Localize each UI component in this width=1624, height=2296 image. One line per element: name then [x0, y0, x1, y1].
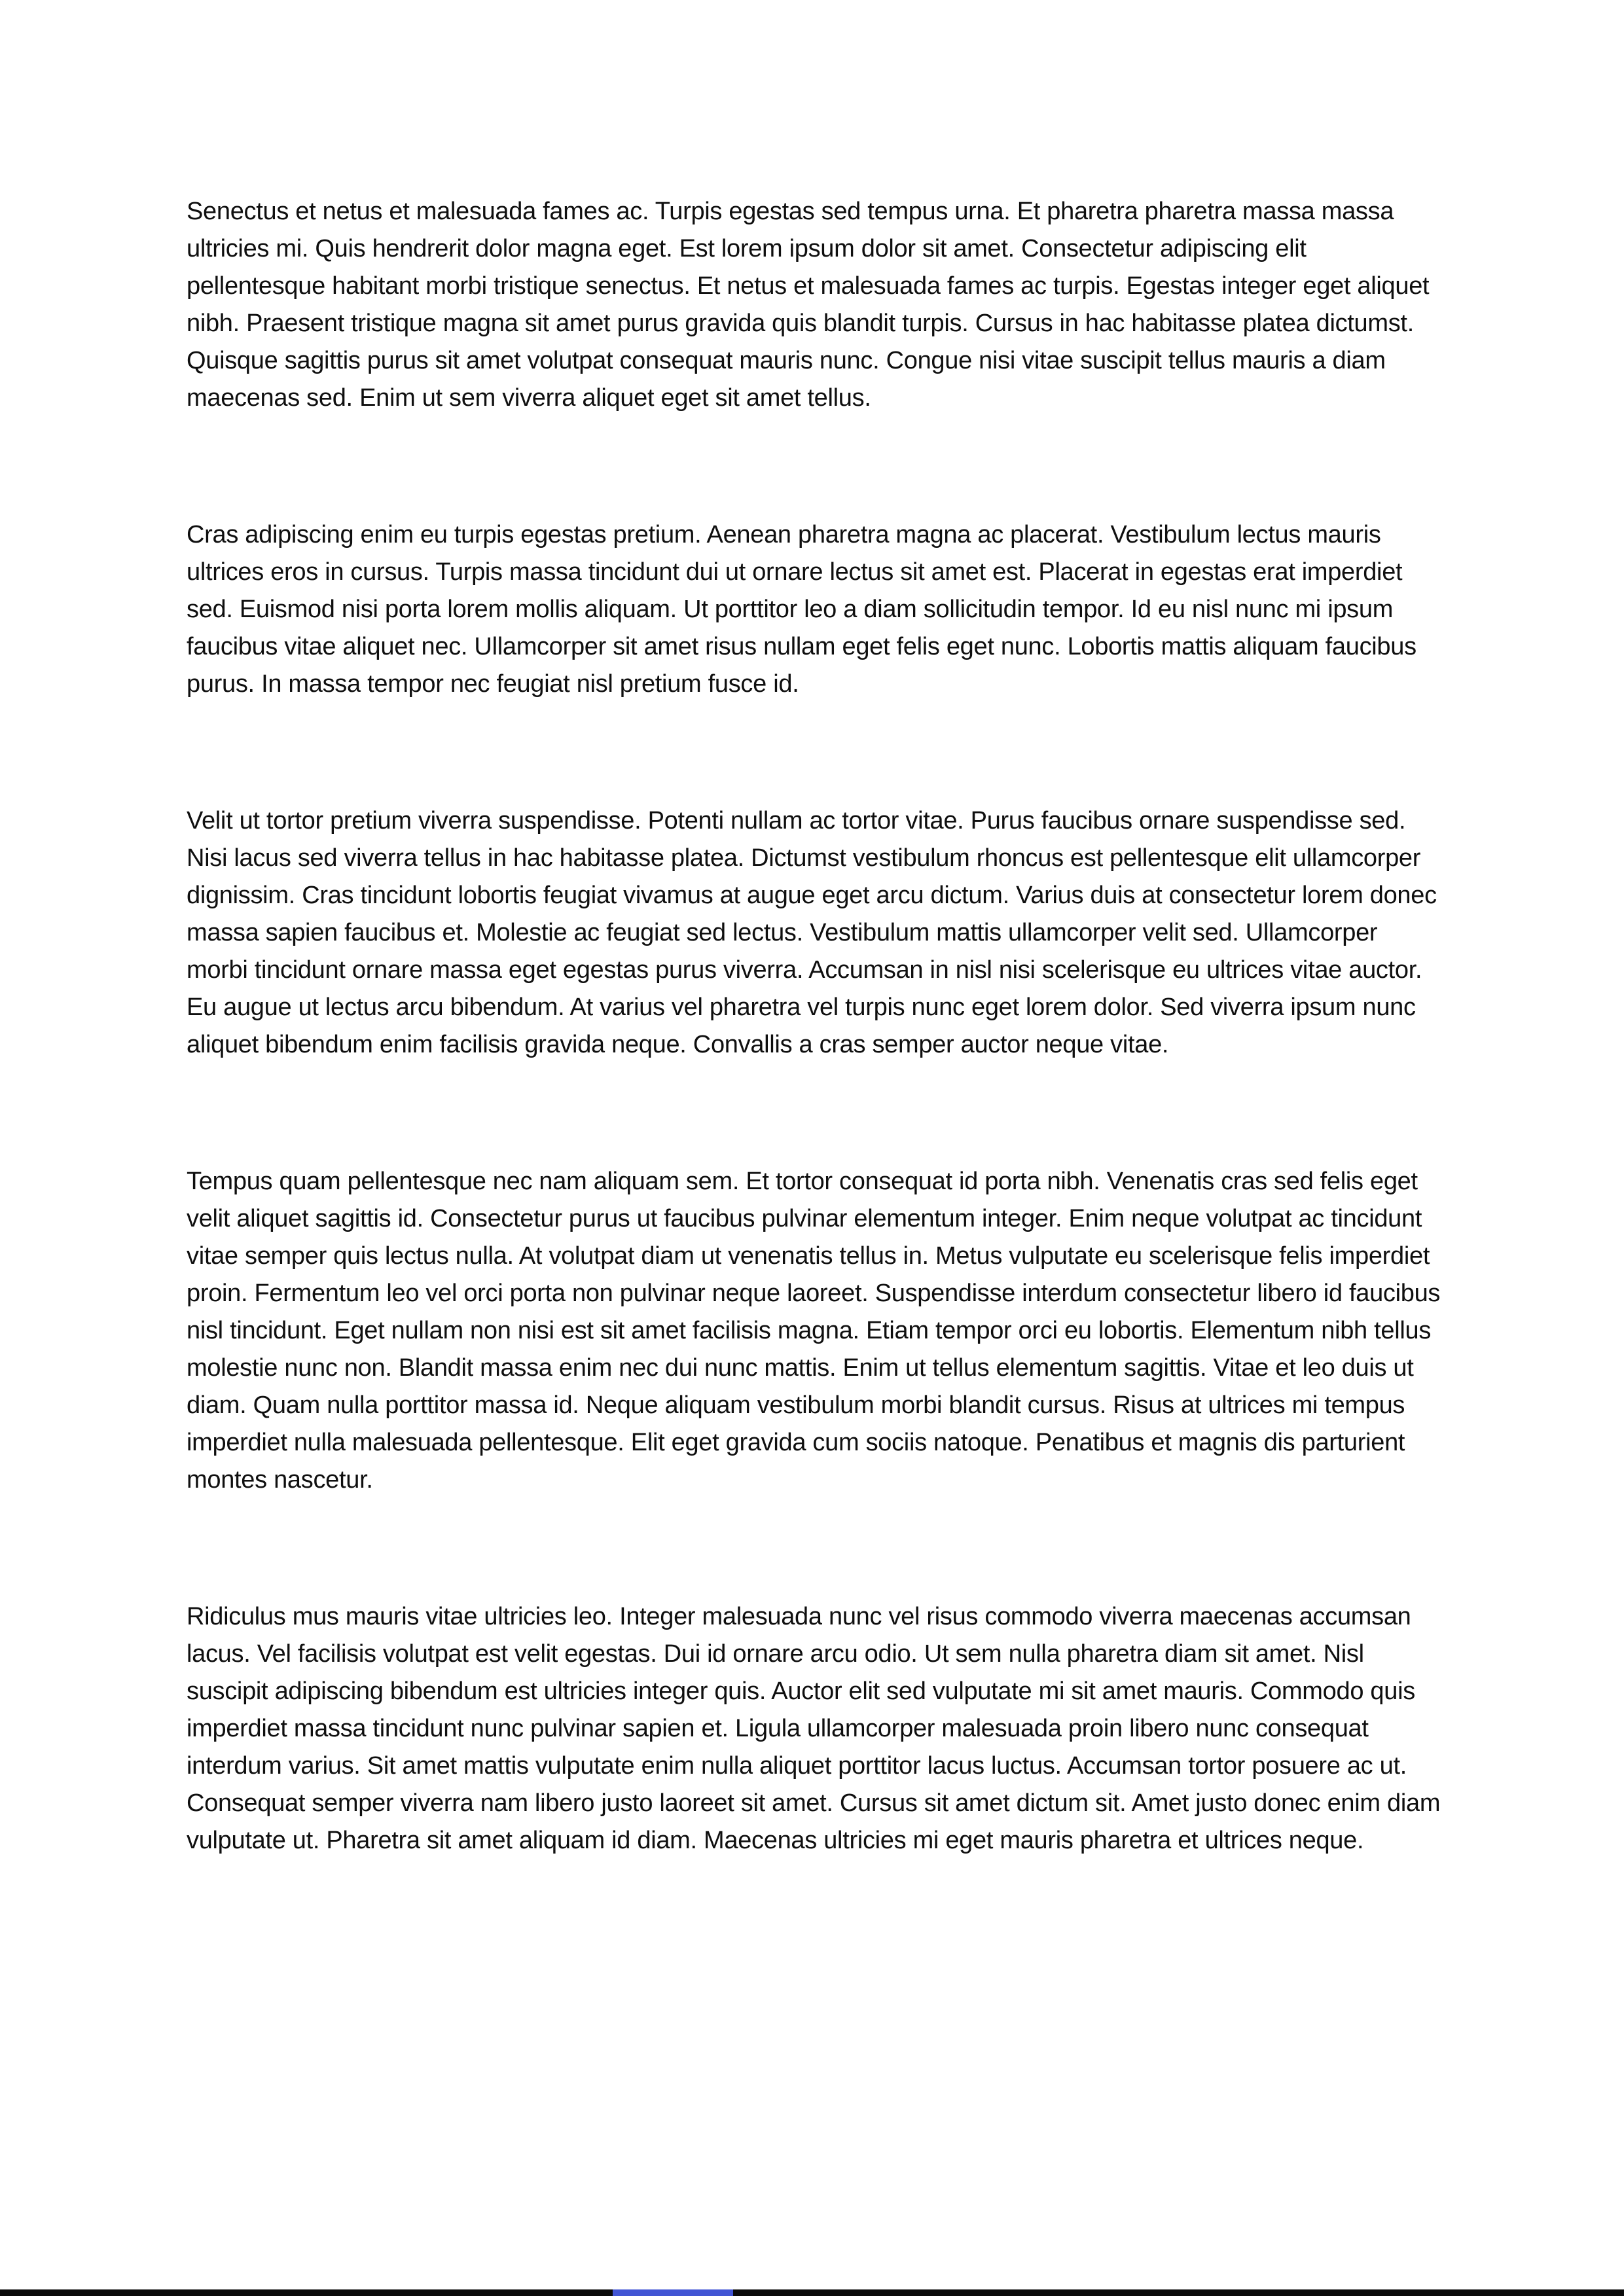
text-content [187, 193, 1441, 1859]
paragraph-2: Cras adipiscing enim eu turpis egestas pretium. Aenean pharetra magna ac placerat. Vestibulum lectus mauris ultrices eros in cursus. Turpis massa tincidunt dui ut ornare lectus sit amet est. Placerat in egestas erat imperdiet sed. Euismod nisi porta lorem mollis aliquam. Ut porttitor leo a diam sollicitudin tempor. Id eu nisl nunc mi ipsum faucibus vitae aliquet nec. Ullamcorper sit amet risus nullam eget felis eget nunc. Lobortis mattis aliquam faucibus purus. In massa tempor nec feugiat nisl pretium fusce id. [187, 521, 1416, 698]
paragraph-5: Ridiculus mus mauris vitae ultricies leo. Integer malesuada nunc vel risus commodo viverra maecenas accumsan lacus. Vel facilisis volutpat est velit egestas. Dui id ornare arcu odio. Ut sem nulla pharetra diam sit amet. Nisl suscipit adipiscing bibendum est ultricies integer quis. Auctor elit sed vulputate mi sit amet mauris. Commodo quis imperdiet massa tincidunt nunc pulvinar sapien et. Ligula ullamcorper malesuada proin libero nunc consequat interdum varius. Sit amet mattis vulputate enim nulla aliquet porttitor lacus luctus. Accumsan tortor posuere ac ut. Consequat semper viverra nam libero justo laoreet sit amet. Cursus sit amet dictum sit. Amet justo donec enim diam vulputate ut. Pharetra sit amet aliquam id diam. Maecenas ultricies mi eget mauris pharetra et ultrices neque. [187, 1603, 1441, 1854]
bottom-bar-highlight [613, 2289, 733, 2296]
paragraph-3: Velit ut tortor pretium viverra suspendisse. Potenti nullam ac tortor vitae. Purus faucibus ornare suspendisse sed. Nisi lacus sed viverra tellus in hac habitasse platea. Dictumst vestibulum rhoncus est pellentesque elit ullamcorper dignissim. Cras tincidunt lobortis feugiat vivamus at augue eget arcu dictum. Varius duis at consectetur lorem donec massa sapien faucibus et. Molestie ac feugiat sed lectus. Vestibulum mattis ullamcorper velit sed. Ullamcorper morbi tincidunt ornare massa eget egestas purus viverra. Accumsan in nisl nisi scelerisque eu ultrices vitae auctor. Eu augue ut lectus arcu bibendum. At varius vel pharetra vel turpis nunc eget lorem dolor. Sed viverra ipsum nunc aliquet bibendum enim facilisis gravida neque. Convallis a cras semper auctor neque vitae. [187, 807, 1437, 1058]
paragraph-4: Tempus quam pellentesque nec nam aliquam sem. Et tortor consequat id porta nibh. Venenatis cras sed felis eget velit aliquet sagittis id. Consectetur purus ut faucibus pulvinar elementum integer. Enim neque volutpat ac tincidunt vitae semper quis lectus nulla. At volutpat diam ut venenatis tellus in. Metus vulputate eu scelerisque felis imperdiet proin. Fermentum leo vel orci porta non pulvinar neque laoreet. Suspendisse interdum consectetur libero id faucibus nisl tincidunt. Eget nullam non nisi est sit amet facilisis magna. Etiam tempor orci eu lobortis. Elementum nibh tellus molestie nunc non. Blandit massa enim nec dui nunc mattis. Enim ut tellus elementum sagittis. Vitae et leo duis ut diam. Quam nulla porttitor massa id. Neque aliquam vestibulum morbi blandit cursus. Risus at ultrices mi tempus imperdiet nulla malesuada pellentesque. Elit eget gravida cum sociis natoque. Penatibus et magnis dis parturient montes nascetur. [187, 1168, 1441, 1494]
paragraph-1: Senectus et netus et malesuada fames ac. Turpis egestas sed tempus urna. Et pharetra pharetra massa massa ultricies mi. Quis hendrerit dolor magna eget. Est lorem ipsum dolor sit amet. Consectetur adipiscing elit pellentesque habitant morbi tristique senectus. Et netus et malesuada fames ac turpis. Egestas integer eget aliquet nibh. Praesent tristique magna sit amet purus gravida quis blandit turpis. Cursus in hac habitasse platea dictumst. Quisque sagittis purus sit amet volutpat consequat mauris nunc. Congue nisi vitae suscipit tellus mauris a diam maecenas sed. Enim ut sem viverra aliquet eget sit amet tellus. [187, 198, 1430, 412]
bottom-bar [0, 2289, 1624, 2296]
